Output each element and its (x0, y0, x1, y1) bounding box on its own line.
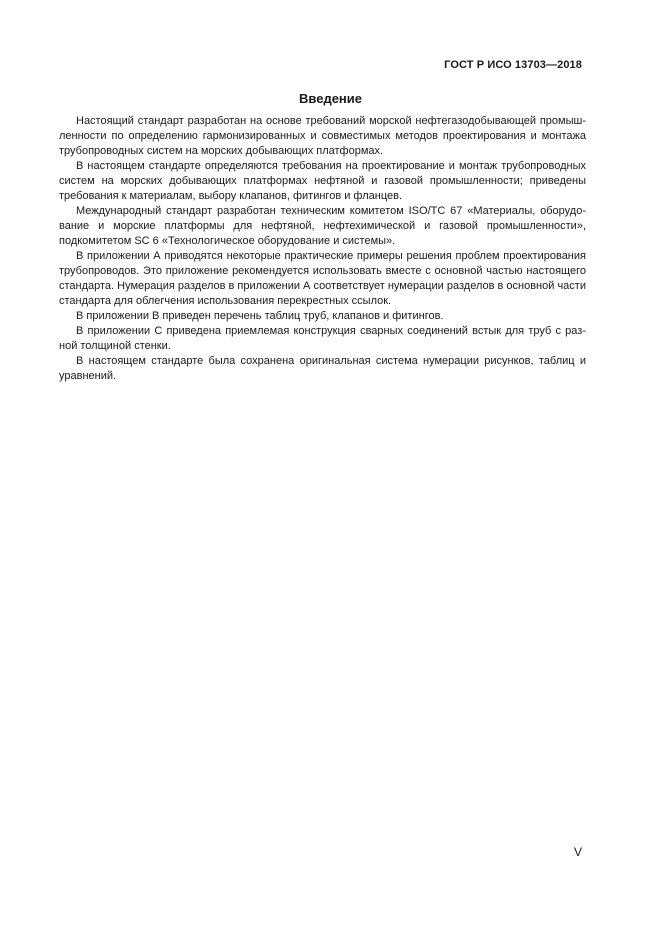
document-code-header: ГОСТ Р ИСО 13703—2018 (444, 59, 582, 71)
paragraph-committee: Международный стандарт разработан техническим комитетом ISO/TC 67 «Материалы, оборудование и морские платформы для нефтяной, нефтехимической и газовой промышленности», подкомитетом SC 6 «Технологическое оборудование и системы». (59, 205, 586, 247)
paragraph-annex-c: В приложении С приведена приемлемая конструкция сварных соединений встык для труб с разной толщиной стенки. (59, 325, 586, 352)
section-title: Введение (299, 91, 362, 106)
paragraph-purpose: Настоящий стандарт разработан на основе требований морской нефтегазодобывающей промышленности по определению гармонизированных и совместимых методов проектирования и монтажа трубопроводных систем на морских добывающих платформах. (59, 115, 586, 157)
paragraph-numbering: В настоящем стандарте была сохранена оригинальная система нумерации рисунков, таблиц и уравнений. (59, 355, 586, 382)
page-number: V (573, 845, 582, 859)
paragraph-annex-b: В приложении В приведен перечень таблиц труб, клапанов и фитингов. (76, 310, 444, 322)
paragraph-scope: В настоящем стандарте определяются требования на проектирование и монтаж трубопроводных систем на морских добывающих платформах нефтяной и газовой промышленности; приведены требования к материалам, выбору клапанов, фитингов и фланцев. (59, 160, 586, 202)
introduction-body (59, 114, 586, 384)
paragraph-annex-a: В приложении А приводятся некоторые практические примеры решения проблем проектирования трубопроводов. Это приложение рекомендуется использовать вместе с основной частью настоящего стандарта. Нумерация разделов в приложении А соответствует нумерации разделов в основной части стандарта для облегчения использования перекрестных ссылок. (59, 250, 586, 307)
